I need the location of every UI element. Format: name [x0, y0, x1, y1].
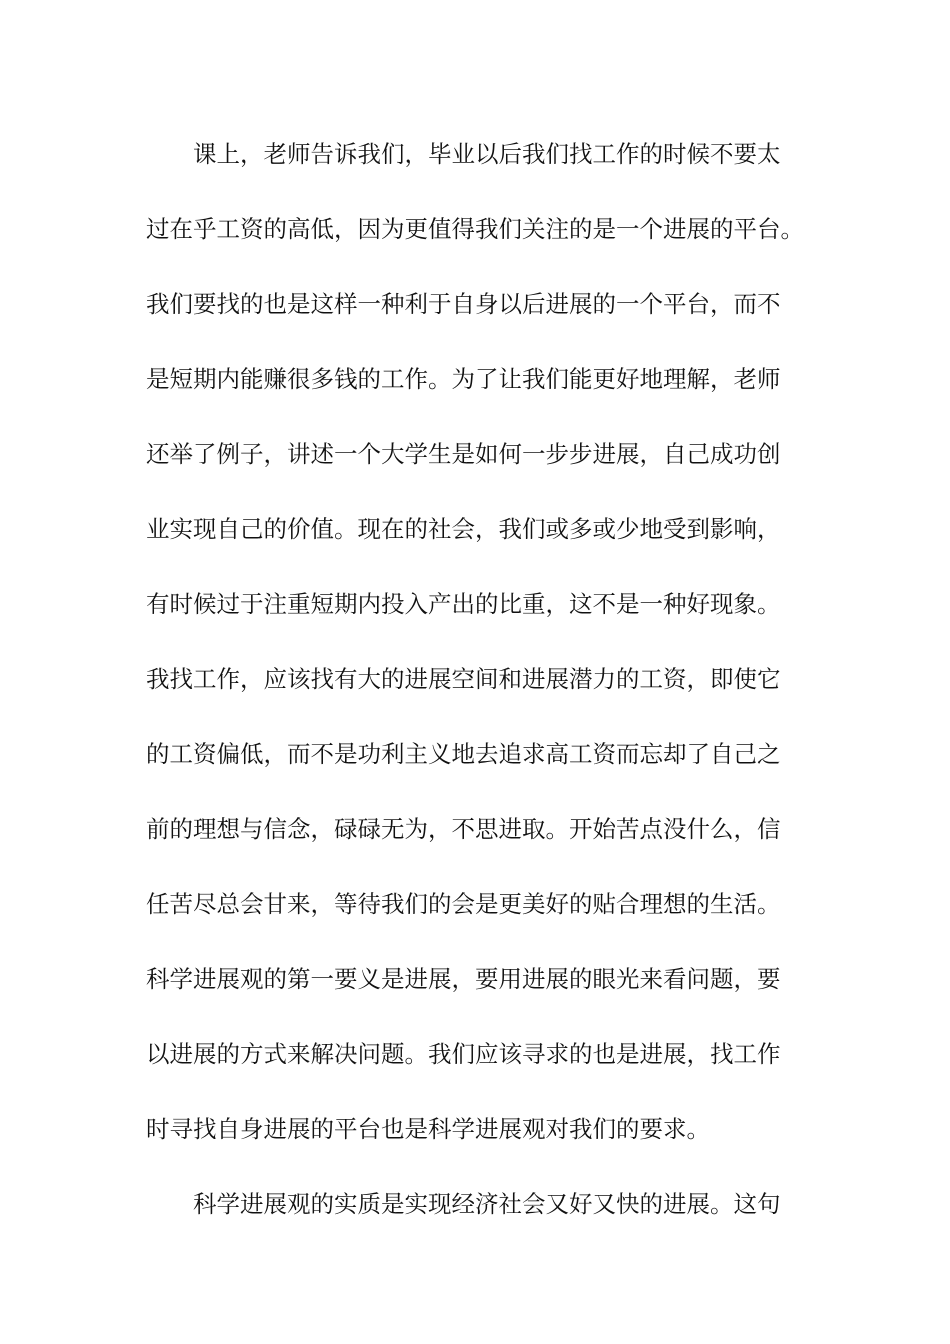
- text-line-5: 还举了例子，讲述一个大学生是如何一步步进展，自己成功创: [146, 440, 781, 468]
- text-line-3: 我们要找的也是这样一种利于自身以后进展的一个平台，而不: [146, 290, 781, 318]
- text-line-1: 课上，老师告诉我们，毕业以后我们找工作的时候不要太: [193, 140, 781, 168]
- text-line-9: 的工资偏低，而不是功利主义地去追求高工资而忘却了自己之: [146, 740, 781, 768]
- text-line-15: 科学进展观的实质是实现经济社会又好又快的进展。这句: [193, 1190, 781, 1218]
- text-line-4: 是短期内能赚很多钱的工作。为了让我们能更好地理解，老师: [146, 365, 781, 393]
- text-line-7: 有时候过于注重短期内投入产出的比重，这不是一种好现象。: [146, 590, 781, 618]
- text-line-11: 任苦尽总会甘来，等待我们的会是更美好的贴合理想的生活。: [146, 890, 781, 918]
- text-line-13: 以进展的方式来解决问题。我们应该寻求的也是进展，找工作: [146, 1040, 781, 1068]
- text-line-6: 业实现自己的价值。现在的社会，我们或多或少地受到影响，: [146, 515, 781, 543]
- text-line-2: 过在乎工资的高低，因为更值得我们关注的是一个进展的平台。: [146, 215, 804, 243]
- text-line-12: 科学进展观的第一要义是进展，要用进展的眼光来看问题，要: [146, 965, 781, 993]
- text-line-8: 我找工作，应该找有大的进展空间和进展潜力的工资，即使它: [146, 665, 781, 693]
- text-line-10: 前的理想与信念，碌碌无为，不思进取。开始苦点没什么，信: [146, 815, 781, 843]
- text-line-14: 时寻找自身进展的平台也是科学进展观对我们的要求。: [146, 1115, 710, 1143]
